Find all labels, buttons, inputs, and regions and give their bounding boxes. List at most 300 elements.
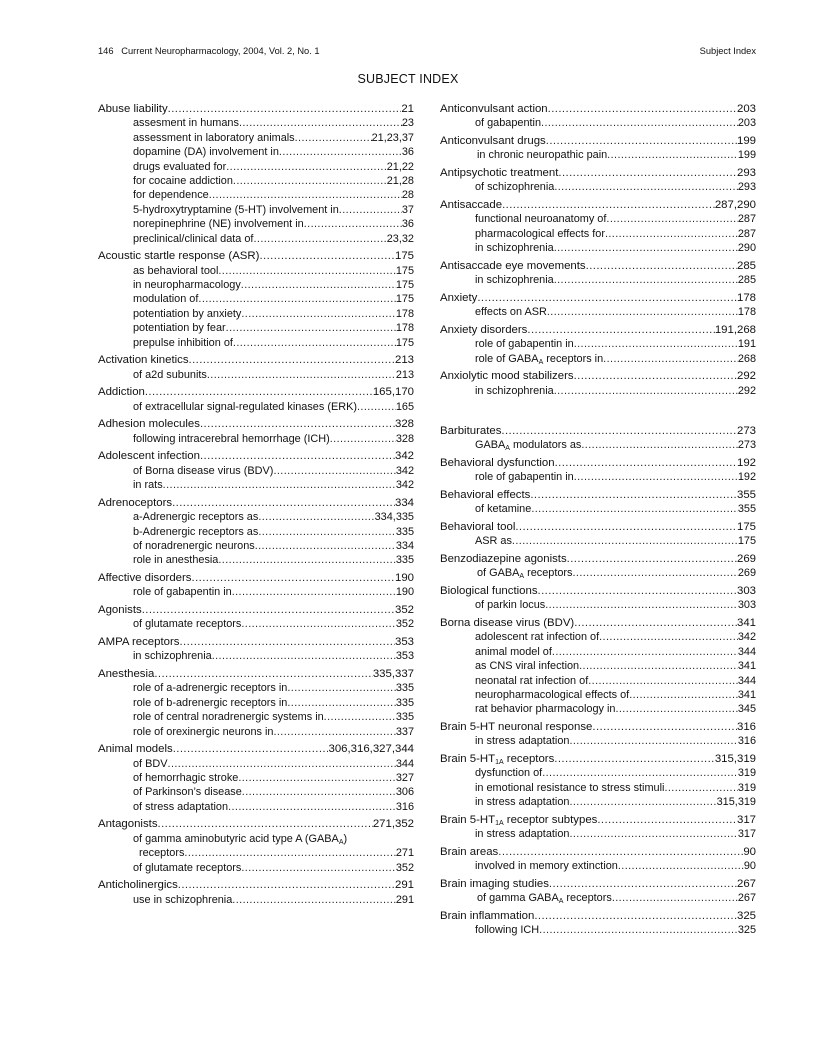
page-numbers: 178 [737,306,756,319]
index-subentry [440,645,756,659]
dot-leader [548,102,737,116]
page-numbers: 175 [395,293,414,306]
dot-leader [207,368,396,382]
index-term [133,160,226,174]
dot-leader [357,400,396,414]
index-entry [98,635,414,664]
index-entry [98,449,414,492]
term-text: of glutamate receptors [133,861,242,874]
dot-leader [534,909,737,923]
index-term [440,752,554,766]
index-heading [440,752,756,766]
page-numbers: 269 [736,553,756,566]
index-subentry [98,400,414,414]
page-numbers: 342 [395,479,414,492]
index-subentry [98,681,414,695]
page-numbers: 271 [395,847,414,860]
index-subentry [440,859,756,873]
index-heading [440,584,756,598]
index-term [440,552,567,566]
page-number: 146 [98,46,114,56]
index-subentry [98,510,414,524]
index-term [440,134,546,148]
index-subentry [440,273,756,287]
index-term [475,598,545,612]
index-term [98,635,179,649]
page-numbers: 342 [394,450,414,463]
index-subentry [98,710,414,724]
term-subscript: 1A [495,759,504,767]
dot-leader [209,188,402,202]
term-subscript: A [538,358,544,366]
index-entry [440,291,756,320]
index-subentry-continuation [98,846,414,860]
index-term [475,795,569,809]
term-text: Antisaccade [440,199,503,211]
page-numbers: 213 [394,354,414,367]
dot-leader [241,307,395,321]
index-term [133,800,228,814]
dot-leader [218,553,395,567]
term-subscript: A [338,838,344,846]
index-subentry [440,534,756,548]
index-term [133,145,279,159]
index-heading [440,102,756,116]
dot-leader [258,525,396,539]
index-entry [98,417,414,446]
page-numbers: 203 [736,103,756,115]
index-heading [98,249,414,263]
index-subentry [440,659,756,673]
term-text-after: ) [343,832,348,845]
dot-leader [574,369,737,383]
dot-leader [558,166,737,180]
page-numbers: 342 [737,631,756,644]
index-term [98,667,154,681]
index-subentry [440,305,756,319]
dot-leader [574,470,738,484]
index-subentry [440,470,756,484]
term-text: of BDV [133,757,168,770]
index-entry [98,817,414,875]
index-term [475,502,531,516]
page-numbers: 317 [736,813,756,826]
page-numbers: 355 [737,503,756,516]
index-subentry [98,278,414,292]
page-numbers: 317 [737,828,756,841]
index-subentry [98,617,414,631]
index-subentry [98,131,414,145]
index-term [475,384,554,398]
term-text: as behavioral tool [133,264,219,277]
term-text: Anticonvulsant drugs [440,135,546,147]
dot-leader [574,616,737,630]
section-name: Subject Index [699,46,756,56]
index-term [133,321,226,335]
dot-leader [184,846,395,860]
page-numbers: 291 [395,893,414,906]
term-text: role of gabapentin in [133,586,232,599]
page-numbers: 21,23,37 [371,131,414,144]
index-column-left [98,102,414,910]
index-subentry [98,464,414,478]
index-term [139,846,184,860]
dot-leader [569,795,716,809]
page-numbers: 328 [395,432,414,445]
term-text: of schizophrenia [475,181,555,194]
term-text: following ICH [475,924,540,937]
index-term [98,102,168,116]
index-entry [440,813,756,842]
index-entry [440,877,756,906]
term-text: Acoustic startle response (ASR) [98,250,260,263]
term-text: GABA [475,439,506,452]
page-numbers: 267 [736,877,756,890]
index-term [475,827,569,841]
term-text: in stress adaptation [475,796,570,809]
index-entry [440,134,756,163]
index-term [475,352,603,366]
term-text: neuropharmacological effects of [475,689,630,702]
dot-leader [287,696,395,710]
term-text: Abuse liability [98,103,168,115]
dot-leader [273,725,395,739]
dot-leader [588,674,738,688]
term-text: of gamma aminobutyric acid type A (GABA [133,832,339,845]
term-text: Behavioral tool [440,521,516,534]
index-term [98,878,178,892]
index-subentry [440,180,756,194]
page-numbers: 199 [736,135,756,147]
term-text: Anxiety disorders [440,323,528,336]
term-text: of GABA [477,567,520,580]
term-text: in schizophrenia [475,274,554,287]
term-text-after: receptors [503,753,555,766]
index-subentry [98,725,414,739]
index-subentry [98,232,414,246]
index-term [475,674,588,688]
dot-leader [586,259,737,273]
index-term [133,893,232,907]
running-head [98,46,756,60]
dot-leader [606,212,737,226]
page-numbers: 21 [401,103,414,115]
index-heading [440,845,756,859]
index-entry [440,488,756,517]
index-subentry [98,649,414,663]
index-term [133,553,218,567]
term-text: pharmacological effects for [475,227,605,240]
page-numbers: 287 [737,227,756,240]
term-text: of glutamate receptors [133,618,242,631]
index-entry [440,369,756,398]
dot-leader [242,785,396,799]
index-term [475,180,554,194]
page-numbers: 335 [395,696,414,709]
term-text: role of GABA [475,352,539,365]
page-numbers: 287 [737,213,756,226]
index-term [98,571,192,585]
index-heading [440,520,756,534]
page-numbers: 273 [737,439,756,452]
page-numbers: 341 [736,617,756,630]
page-numbers: 316 [736,721,756,734]
index-subentry [440,502,756,516]
index-subentry [98,368,414,382]
term-text: preclinical/clinical data of [133,232,254,245]
term-text-after: receptor subtypes [503,813,598,826]
dot-leader [501,424,737,438]
dot-leader [539,923,738,937]
index-subentry [98,264,414,278]
index-heading [440,134,756,148]
dot-leader [607,148,738,162]
dot-leader [498,845,743,859]
index-term [133,757,168,771]
page-numbers: 319 [737,781,756,794]
index-heading [440,877,756,891]
dot-leader [574,337,738,351]
index-term [133,710,324,724]
page-numbers: 334 [394,496,414,509]
index-term [133,525,258,539]
index-term [133,292,198,306]
index-subentry [440,630,756,644]
index-term [133,833,347,845]
index-entry [440,424,756,453]
index-entry [440,752,756,810]
page-numbers: 335 [395,525,414,538]
index-subentry [440,734,756,748]
index-term [133,617,241,631]
index-heading [440,813,756,827]
dot-leader [330,432,396,446]
index-heading [440,323,756,337]
index-heading [98,603,414,617]
index-subentry [440,688,756,702]
page-numbers: 303 [737,599,756,612]
index-heading [440,909,756,923]
page-numbers: 344 [737,645,756,658]
page-numbers: 271,352 [372,818,414,831]
index-entry [98,878,414,907]
index-term [98,417,200,431]
index-subentry [440,827,756,841]
dot-leader [142,603,395,617]
term-text: in neuropharmacology [133,279,241,292]
index-term [477,891,612,905]
term-text: Brain inflammation [440,909,535,922]
index-term [440,720,592,734]
term-text: functional neuroanatomy of [475,213,607,226]
index-term [133,131,295,145]
index-entry [98,385,414,414]
dot-leader [226,160,386,174]
dot-leader [163,478,396,492]
index-heading [440,369,756,383]
dot-leader [178,878,395,892]
page-numbers: 355 [736,489,756,502]
term-text: Anticonvulsant action [440,103,548,115]
index-entry [440,520,756,549]
index-entry [98,571,414,600]
page-numbers: 269 [737,567,756,580]
index-term [475,470,574,484]
index-heading [440,259,756,273]
term-text: use in schizophrenia [133,893,233,906]
dot-leader [538,584,737,598]
page-numbers: 352 [395,861,414,874]
index-term [133,174,233,188]
dot-leader [515,520,737,534]
page-numbers: 316 [737,735,756,748]
page-numbers: 23 [401,117,414,130]
index-subentry [98,336,414,350]
index-column-right [440,102,756,941]
page-numbers: 303 [736,585,756,598]
page-numbers: 175 [736,521,756,534]
index-entry [440,720,756,749]
index-term [440,616,574,630]
index-subentry [98,893,414,907]
dot-leader [527,323,714,337]
page-numbers: 325 [737,924,756,937]
term-text: adolescent rat infection of [475,631,600,644]
index-term [475,859,618,873]
index-heading [98,417,414,431]
index-term [133,400,357,414]
journal-citation: Current Neuropharmacology, 2004, Vol. 2, No. 1 [121,46,320,56]
page-numbers: 293 [736,167,756,179]
index-subentry [440,766,756,780]
index-term [475,781,664,795]
page-numbers: 175 [737,535,756,548]
term-text: assesment in humans [133,117,239,130]
term-text: of Parkinson’s disease [133,786,242,799]
index-term [475,734,569,748]
index-term [133,432,330,446]
index-subentry [440,702,756,716]
page-numbers: 290 [737,242,756,255]
dot-leader [233,336,396,350]
index-subentry [98,321,414,335]
dot-leader [279,145,402,159]
index-term [440,323,527,337]
page-numbers: 23,32 [386,232,414,245]
term-text: in stress adaptation [475,828,570,841]
dot-leader [554,273,738,287]
dot-leader [339,203,402,217]
dot-leader [295,131,372,145]
index-subentry [98,771,414,785]
index-term [475,273,554,287]
index-subentry [98,116,414,130]
term-text-after: receptors in [543,352,604,365]
index-term [98,817,158,831]
index-entry [440,166,756,195]
index-heading [98,449,414,463]
page-numbers: 342 [395,464,414,477]
page-numbers: 36 [401,218,414,231]
index-heading [98,817,414,831]
dot-leader [547,305,738,319]
index-entry [98,249,414,350]
index-term [477,148,607,162]
index-term [475,630,599,644]
term-text: Biological functions [440,585,538,598]
index-term [475,227,605,241]
term-text: assessment in laboratory animals [133,131,295,144]
dot-leader [189,353,395,367]
index-subentry [98,800,414,814]
index-term [133,478,163,492]
dot-leader [612,891,738,905]
page-numbers: 335 [395,711,414,724]
term-text: a-Adrenergic receptors as [133,511,259,524]
page-numbers: 36 [401,146,414,159]
page-numbers: 341 [737,660,756,673]
term-text: role of gabapentin in [475,471,574,484]
dot-leader [287,681,395,695]
term-text: Anesthesia [98,667,155,680]
dot-leader [232,585,396,599]
index-subentry [440,241,756,255]
dot-leader [572,566,737,580]
index-subentry [98,307,414,321]
term-text: of extracellular signal-regulated kinases (ERK) [133,400,357,413]
dot-leader [555,456,737,470]
index-heading [98,667,414,681]
term-text: in schizophrenia [475,242,554,255]
dot-leader [168,757,396,771]
index-subentry [440,227,756,241]
page-numbers: 190 [394,571,414,584]
page-numbers: 315,319 [716,796,756,809]
index-entry [440,456,756,485]
index-heading [440,616,756,630]
index-term [133,696,287,710]
index-term [475,212,606,226]
term-text: 5-hydroxytryptamine (5-HT) involvement in [133,203,339,216]
index-term [440,488,530,502]
page-numbers: 28 [401,189,414,202]
term-text: as CNS viral infection [475,660,580,673]
index-term [440,877,549,891]
dot-leader [241,617,395,631]
term-text: norepinephrine (NE) involvement in [133,218,304,231]
dot-leader [154,667,372,681]
index-subentry [440,923,756,937]
page-numbers: 267 [737,892,756,905]
dot-leader [324,710,396,724]
index-heading [98,571,414,585]
dot-leader [228,800,396,814]
page-numbers: 192 [736,457,756,470]
term-text: in chronic neuropathic pain [477,149,608,162]
term-text: of hemorrhagic stroke [133,771,239,784]
dot-leader [554,384,738,398]
page-numbers: 90 [743,845,756,858]
index-subentry [98,539,414,553]
running-head-left [98,46,320,56]
dot-leader [241,278,396,292]
page-numbers: 335 [395,554,414,567]
page-numbers: 285 [737,274,756,287]
page-numbers: 213 [395,368,414,381]
page-numbers: 337 [395,725,414,738]
index-term [133,725,273,739]
term-text: Affective disorders [98,571,192,584]
